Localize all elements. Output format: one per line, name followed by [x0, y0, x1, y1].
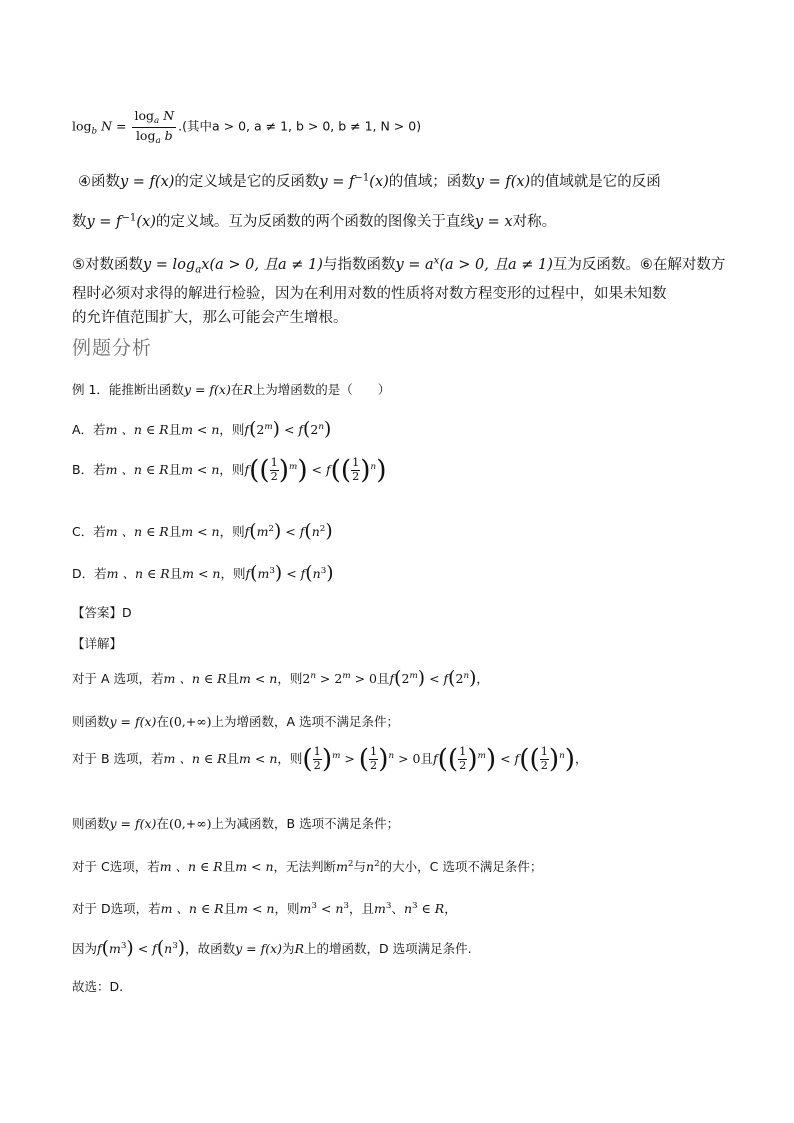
question-stem: 例 1．能推断出函数y = f(x)在R上为增函数的是（ ） — [72, 382, 391, 397]
paragraph-5-line-2: 程时必须对求得的解进行检验，因为在利用对数的性质将对数方程变形的过程中，如果未知数 — [72, 286, 667, 302]
paragraph-5-line-3: 的允许值范围扩大，那么可能会产生增根。 — [72, 310, 348, 326]
detail-line-b-conclusion: 则函数y = f(x)在(0,+∞)上为减函数，B 选项不满足条件； — [72, 816, 400, 831]
option-c: C．若m 、n ∈ R且m < n，则$f(m^2) < f(n^2)$ — [72, 521, 333, 543]
final-answer: 故选：D. — [72, 979, 124, 994]
detail-line-c: 对于 C选项，若m 、n ∈ R且m < n，无法判断$m^2$与$n^2$的大小，C 选项不满足条件； — [72, 859, 543, 874]
detail-line-d-conclusion: 因为$f(m^3) < f(n^3)$，故函数y = f(x)为R上的增函数，D 选项满足条件. — [72, 938, 472, 960]
answer: 【答案】D — [72, 605, 132, 620]
paragraph-4-line-1: ④函数y = f(x)的定义域是它的反函数$y = f^{-1}(x)$的值域；函数y = f(x)的值域就是它的反函 — [78, 172, 661, 190]
paragraph-4-line-2: 数$y = f^{-1}(x)$的定义域。互为反函数的两个函数的图像关于直线y = x对称。 — [72, 212, 557, 230]
detail-line-a: 对于 A 选项，若m 、n ∈ R且m < n，则$2^n > 2^m > 0$且$f(2^m) < f(2^n)$， — [72, 668, 489, 690]
option-a: A．若m 、n ∈ R且m < n，则$f(2^m) < f(2^n)$ — [72, 419, 332, 441]
detail-heading: 【详解】 — [72, 636, 123, 651]
detail-line-d: 对于 D选项，若m 、n ∈ R且m < n，则$m^3 < n^3$，且$m^3$、$n^3$ ∈ R， — [72, 901, 457, 916]
detail-line-a-conclusion: 则函数y = f(x)在(0,+∞)上为增函数，A 选项不满足条件； — [72, 714, 400, 729]
section-heading: 例题分析 — [72, 337, 153, 359]
log-change-of-base-formula: $\log_b N$ = $\frac{\log_a N}{\log_a b}$ .(其中a > 0, a ≠ 1, b > 0, b ≠ 1, N > 0) — [72, 108, 422, 146]
paragraph-5-line-1: ⑤对数函数$y = \log_ax(a > 0$, 且a ≠ 1)与指数函数$y = a^x(a > 0$, 且a ≠ 1)互为反函数。⑥在解对数方 — [72, 255, 726, 276]
detail-line-b: 对于 B 选项，若m 、n ∈ R且m < n，则( $\frac{1}{2}$ )$^m$ > ( $\frac{1}{2}$ )$^n$ > 0且f(( $\frac{1}{2}$ )$^m$) < f(( $\frac{1}{2}$ )$^n$)， — [72, 744, 588, 775]
option-b: B．若m 、n ∈ R且m < n，则f(( $\frac{1}{2}$ )$^m$) < f(( $\frac{1}{2}$ )$^n$) — [72, 455, 387, 486]
option-d: D．若m 、n ∈ R且m < n，则$f(m^3) < f(n^3)$ — [72, 563, 334, 585]
